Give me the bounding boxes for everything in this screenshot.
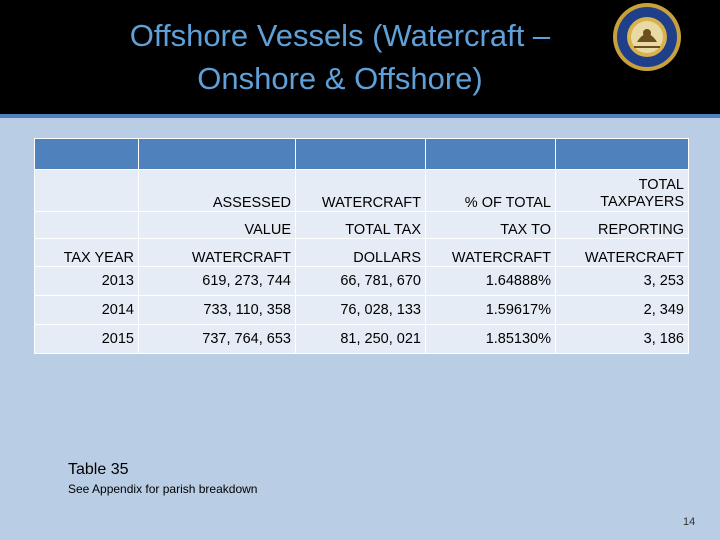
cell-assessed: 619, 273, 744 [139,266,296,295]
watercraft-tax-table [34,138,689,354]
header-watercraft-count: WATERCRAFT [556,238,689,266]
table-row [35,324,689,353]
cell-pct: 1.64888% [426,266,556,295]
table-row [35,266,689,295]
cell-pct: 1.59617% [426,295,556,324]
header-cell-empty [35,170,139,212]
cell-pct: 1.85130% [426,324,556,353]
title-line-2: Onshore & Offshore) [197,61,483,96]
header-watercraft: WATERCRAFT [296,170,426,212]
cell-tax: 81, 250, 021 [296,324,426,353]
header-reporting: REPORTING [556,212,689,239]
cell-taxpayers: 2, 349 [556,295,689,324]
header-watercraft-value: WATERCRAFT [139,238,296,266]
table-row [35,295,689,324]
header-bar-cell [35,139,139,170]
table-header-bar [35,139,689,170]
header-row [35,170,689,212]
title-line-1: Offshore Vessels (Watercraft – [129,18,551,53]
state-seal-logo [612,2,682,72]
header-bar-cell [426,139,556,170]
header-watercraft-pct: WATERCRAFT [426,238,556,266]
header-bar-cell [139,139,296,170]
header-cell-empty [35,212,139,239]
cell-year: 2013 [35,266,139,295]
cell-assessed: 737, 764, 653 [139,324,296,353]
header-tax-to: TAX TO [426,212,556,239]
page-number: 14 [683,516,696,528]
header-tax-year: TAX YEAR [35,238,139,266]
header-row [35,212,689,239]
header-total-taxpayers [556,170,689,212]
header-row [35,238,689,266]
header-taxpayers: TAXPAYERS [600,194,684,211]
table-label: Table 35 [68,461,129,478]
header-assessed: ASSESSED [139,170,296,212]
cell-taxpayers: 3, 186 [556,324,689,353]
cell-assessed: 733, 110, 358 [139,295,296,324]
header-pct-of-total: % OF TOTAL [426,170,556,212]
header-total-tax: TOTAL TAX [296,212,426,239]
header-total: TOTAL [638,177,684,194]
header-dollars: DOLLARS [296,238,426,266]
header-bar-cell [296,139,426,170]
cell-year: 2014 [35,295,139,324]
header-value: VALUE [139,212,296,239]
header-bar-cell [556,139,689,170]
cell-tax: 66, 781, 670 [296,266,426,295]
cell-taxpayers: 3, 253 [556,266,689,295]
cell-year: 2015 [35,324,139,353]
cell-tax: 76, 028, 133 [296,295,426,324]
title-underline [0,114,720,118]
appendix-note: See Appendix for parish breakdown [68,482,258,496]
slide-title [40,14,640,100]
